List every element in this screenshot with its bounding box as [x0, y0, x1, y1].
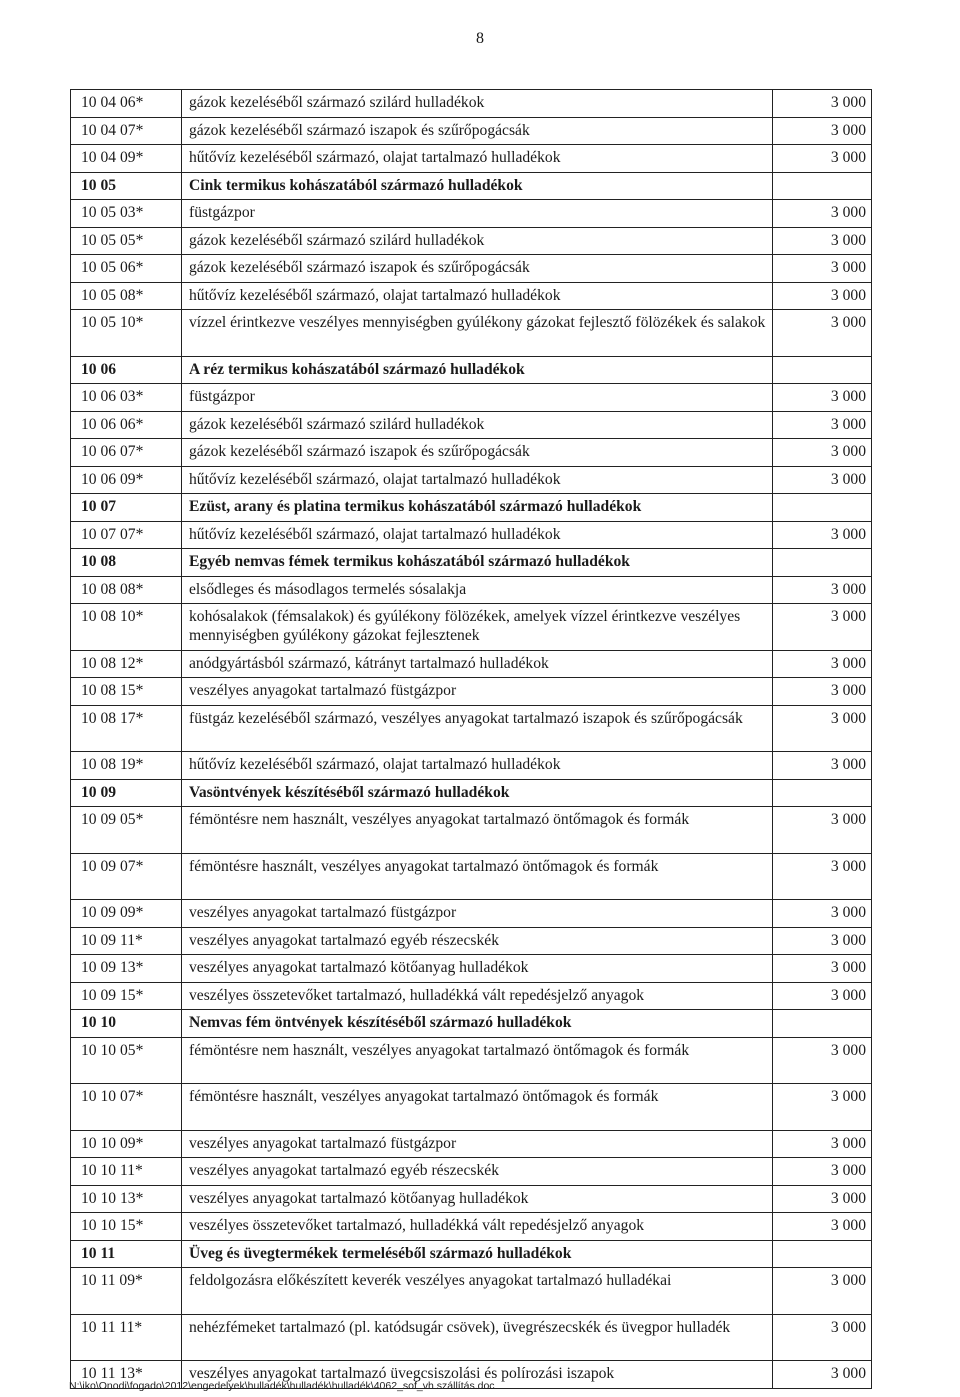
- table-row: [71, 90, 872, 118]
- group-header-row: [71, 779, 872, 807]
- description-cell: gázok kezeléséből származó szilárd hulladékok: [182, 227, 773, 255]
- waste-code-cell: 10 06: [71, 356, 182, 384]
- quantity-cell: 3 000: [773, 1185, 872, 1213]
- table-row: [71, 1185, 872, 1213]
- quantity-cell: 3 000: [773, 1158, 872, 1186]
- description-cell: veszélyes anyagokat tartalmazó egyéb részecskék: [182, 927, 773, 955]
- waste-code-cell: 10 09: [71, 779, 182, 807]
- description-cell: veszélyes összetevőket tartalmazó, hulladékká vált repedésjelző anyagok: [182, 1213, 773, 1241]
- quantity-cell: [773, 549, 872, 577]
- waste-code-cell: 10 08 08*: [71, 576, 182, 604]
- quantity-cell: 3 000: [773, 1314, 872, 1361]
- description-cell: veszélyes összetevőket tartalmazó, hulladékká vált repedésjelző anyagok: [182, 982, 773, 1010]
- table-row: [71, 282, 872, 310]
- waste-code-cell: 10 11: [71, 1240, 182, 1268]
- waste-code-cell: 10 10 13*: [71, 1185, 182, 1213]
- waste-code-cell: 10 08: [71, 549, 182, 577]
- waste-code-cell: 10 09 11*: [71, 927, 182, 955]
- quantity-cell: 3 000: [773, 384, 872, 412]
- waste-code-cell: 10 06 06*: [71, 411, 182, 439]
- description-cell: füstgázpor: [182, 200, 773, 228]
- quantity-cell: 3 000: [773, 650, 872, 678]
- description-cell: A réz termikus kohászatából származó hulladékok: [182, 356, 773, 384]
- waste-code-cell: 10 10 05*: [71, 1037, 182, 1084]
- description-cell: fémöntésre használt, veszélyes anyagokat tartalmazó öntőmagok és formák: [182, 853, 773, 900]
- group-header-row: [71, 356, 872, 384]
- waste-code-cell: 10 10 11*: [71, 1158, 182, 1186]
- waste-code-cell: 10 05: [71, 172, 182, 200]
- table-row: [71, 927, 872, 955]
- table-row: [71, 955, 872, 983]
- waste-code-cell: 10 04 09*: [71, 145, 182, 173]
- table-row: [71, 1314, 872, 1361]
- table-row: [71, 853, 872, 900]
- description-cell: gázok kezeléséből származó iszapok és szűrőpogácsák: [182, 439, 773, 467]
- table-row: [71, 1213, 872, 1241]
- description-cell: füstgázpor: [182, 384, 773, 412]
- description-cell: veszélyes anyagokat tartalmazó kötőanyag hulladékok: [182, 1185, 773, 1213]
- table-row: [71, 1158, 872, 1186]
- table-row: [71, 466, 872, 494]
- description-cell: hűtővíz kezeléséből származó, olajat tartalmazó hulladékok: [182, 466, 773, 494]
- quantity-cell: 3 000: [773, 521, 872, 549]
- table-row: [71, 1130, 872, 1158]
- quantity-cell: 3 000: [773, 1037, 872, 1084]
- waste-code-cell: 10 10 09*: [71, 1130, 182, 1158]
- waste-code-table: [70, 89, 872, 1389]
- waste-code-cell: 10 10 07*: [71, 1084, 182, 1131]
- quantity-cell: 3 000: [773, 117, 872, 145]
- quantity-cell: 3 000: [773, 227, 872, 255]
- description-cell: gázok kezeléséből származó iszapok és szűrőpogácsák: [182, 117, 773, 145]
- waste-code-cell: 10 08 10*: [71, 604, 182, 651]
- table-row: [71, 982, 872, 1010]
- table-row: [71, 411, 872, 439]
- group-header-row: [71, 1010, 872, 1038]
- description-cell: veszélyes anyagokat tartalmazó kötőanyag hulladékok: [182, 955, 773, 983]
- quantity-cell: 3 000: [773, 900, 872, 928]
- description-cell: gázok kezeléséből származó szilárd hulladékok: [182, 411, 773, 439]
- quantity-cell: 3 000: [773, 1361, 872, 1389]
- quantity-cell: 3 000: [773, 282, 872, 310]
- description-cell: nehézfémeket tartalmazó (pl. katódsugár csövek), üvegrészecskék és üvegpor hulladék: [182, 1314, 773, 1361]
- description-cell: füstgáz kezeléséből származó, veszélyes anyagokat tartalmazó iszapok és szűrőpogácsák: [182, 705, 773, 752]
- table-row: [71, 678, 872, 706]
- table-row: [71, 255, 872, 283]
- table-row: [71, 117, 872, 145]
- quantity-cell: 3 000: [773, 705, 872, 752]
- description-cell: feldolgozásra előkészített keverék veszélyes anyagokat tartalmazó hulladékai: [182, 1268, 773, 1315]
- waste-code-cell: 10 09 09*: [71, 900, 182, 928]
- waste-code-cell: 10 09 05*: [71, 807, 182, 854]
- quantity-cell: 3 000: [773, 200, 872, 228]
- description-cell: hűtővíz kezeléséből származó, olajat tartalmazó hulladékok: [182, 521, 773, 549]
- waste-code-cell: 10 11 09*: [71, 1268, 182, 1315]
- quantity-cell: 3 000: [773, 145, 872, 173]
- table-row: [71, 604, 872, 651]
- description-cell: hűtővíz kezeléséből származó, olajat tartalmazó hulladékok: [182, 282, 773, 310]
- description-cell: veszélyes anyagokat tartalmazó füstgázpor: [182, 1130, 773, 1158]
- table-row: [71, 227, 872, 255]
- waste-code-cell: 10 09 13*: [71, 955, 182, 983]
- description-cell: vízzel érintkezve veszélyes mennyiségben gyúlékony gázokat fejlesztő fölözékek és salakok: [182, 310, 773, 357]
- waste-code-cell: 10 05 03*: [71, 200, 182, 228]
- quantity-cell: 3 000: [773, 90, 872, 118]
- group-header-row: [71, 549, 872, 577]
- description-cell: hűtővíz kezeléséből származó, olajat tartalmazó hulladékok: [182, 752, 773, 780]
- description-cell: Üveg és üvegtermékek termeléséből származó hulladékok: [182, 1240, 773, 1268]
- quantity-cell: [773, 356, 872, 384]
- waste-code-cell: 10 05 06*: [71, 255, 182, 283]
- quantity-cell: 3 000: [773, 1130, 872, 1158]
- waste-code-cell: 10 05 08*: [71, 282, 182, 310]
- waste-code-cell: 10 11 11*: [71, 1314, 182, 1361]
- footer-file-path: N:\iko\Onodi\fogado\2012\engedelyek\hulladék\hulladék\hulladék\4062_sof_vh szállítás.doc: [69, 1380, 495, 1392]
- quantity-cell: 3 000: [773, 255, 872, 283]
- table-row: [71, 1084, 872, 1131]
- quantity-cell: 3 000: [773, 310, 872, 357]
- description-cell: elsődleges és másodlagos termelés sósalakja: [182, 576, 773, 604]
- waste-code-cell: 10 04 06*: [71, 90, 182, 118]
- description-cell: Nemvas fém öntvények készítéséből származó hulladékok: [182, 1010, 773, 1038]
- quantity-cell: 3 000: [773, 807, 872, 854]
- group-header-row: [71, 1240, 872, 1268]
- group-header-row: [71, 494, 872, 522]
- waste-code-cell: 10 10 15*: [71, 1213, 182, 1241]
- waste-code-cell: 10 08 15*: [71, 678, 182, 706]
- table-row: [71, 439, 872, 467]
- description-cell: Egyéb nemvas fémek termikus kohászatából származó hulladékok: [182, 549, 773, 577]
- table-row: [71, 807, 872, 854]
- quantity-cell: [773, 1240, 872, 1268]
- waste-code-cell: 10 08 19*: [71, 752, 182, 780]
- quantity-cell: 3 000: [773, 1084, 872, 1131]
- quantity-cell: 3 000: [773, 955, 872, 983]
- quantity-cell: 3 000: [773, 1268, 872, 1315]
- waste-code-cell: 10 05 05*: [71, 227, 182, 255]
- waste-code-cell: 10 08 12*: [71, 650, 182, 678]
- table-row: [71, 705, 872, 752]
- quantity-cell: 3 000: [773, 927, 872, 955]
- table-row: [71, 521, 872, 549]
- description-cell: Vasöntvények készítéséből származó hulladékok: [182, 779, 773, 807]
- waste-code-cell: 10 11 13*: [71, 1361, 182, 1389]
- table-body: [71, 90, 872, 1389]
- description-cell: kohósalakok (fémsalakok) és gyúlékony fölözékek, amelyek vízzel érintkezve veszélyes mennyiségben gyúlékony gázokat fejlesztenek: [182, 604, 773, 651]
- quantity-cell: [773, 172, 872, 200]
- waste-code-cell: 10 06 07*: [71, 439, 182, 467]
- description-cell: fémöntésre nem használt, veszélyes anyagokat tartalmazó öntőmagok és formák: [182, 1037, 773, 1084]
- description-cell: veszélyes anyagokat tartalmazó füstgázpor: [182, 900, 773, 928]
- description-cell: Ezüst, arany és platina termikus kohászatából származó hulladékok: [182, 494, 773, 522]
- description-cell: gázok kezeléséből származó iszapok és szűrőpogácsák: [182, 255, 773, 283]
- waste-code-cell: 10 07 07*: [71, 521, 182, 549]
- description-cell: fémöntésre nem használt, veszélyes anyagokat tartalmazó öntőmagok és formák: [182, 807, 773, 854]
- table-row: [71, 650, 872, 678]
- description-cell: fémöntésre használt, veszélyes anyagokat tartalmazó öntőmagok és formák: [182, 1084, 773, 1131]
- quantity-cell: 3 000: [773, 678, 872, 706]
- quantity-cell: 3 000: [773, 1213, 872, 1241]
- description-cell: anódgyártásból származó, kátrányt tartalmazó hulladékok: [182, 650, 773, 678]
- waste-code-cell: 10 06 03*: [71, 384, 182, 412]
- quantity-cell: 3 000: [773, 853, 872, 900]
- description-cell: hűtővíz kezeléséből származó, olajat tartalmazó hulladékok: [182, 145, 773, 173]
- table-row: [71, 145, 872, 173]
- description-cell: gázok kezeléséből származó szilárd hulladékok: [182, 90, 773, 118]
- description-cell: veszélyes anyagokat tartalmazó üvegcsiszolási és polírozási iszapok: [182, 1361, 773, 1389]
- waste-code-cell: 10 09 15*: [71, 982, 182, 1010]
- table-row: [71, 384, 872, 412]
- description-cell: veszélyes anyagokat tartalmazó füstgázpor: [182, 678, 773, 706]
- description-cell: Cink termikus kohászatából származó hulladékok: [182, 172, 773, 200]
- waste-code-cell: 10 09 07*: [71, 853, 182, 900]
- quantity-cell: [773, 1010, 872, 1038]
- table-row: [71, 900, 872, 928]
- waste-code-cell: 10 04 07*: [71, 117, 182, 145]
- quantity-cell: 3 000: [773, 752, 872, 780]
- description-cell: veszélyes anyagokat tartalmazó egyéb részecskék: [182, 1158, 773, 1186]
- quantity-cell: 3 000: [773, 439, 872, 467]
- quantity-cell: 3 000: [773, 982, 872, 1010]
- table-row: [71, 310, 872, 357]
- waste-code-cell: 10 05 10*: [71, 310, 182, 357]
- table-row: [71, 200, 872, 228]
- quantity-cell: 3 000: [773, 411, 872, 439]
- waste-code-cell: 10 08 17*: [71, 705, 182, 752]
- quantity-cell: 3 000: [773, 576, 872, 604]
- group-header-row: [71, 172, 872, 200]
- quantity-cell: [773, 494, 872, 522]
- waste-code-cell: 10 07: [71, 494, 182, 522]
- page-number: 8: [476, 30, 484, 47]
- table-row: [71, 576, 872, 604]
- table-row: [71, 1268, 872, 1315]
- waste-code-cell: 10 10: [71, 1010, 182, 1038]
- table-row: [71, 1037, 872, 1084]
- quantity-cell: 3 000: [773, 604, 872, 651]
- waste-code-cell: 10 06 09*: [71, 466, 182, 494]
- quantity-cell: 3 000: [773, 466, 872, 494]
- quantity-cell: [773, 779, 872, 807]
- table-row: [71, 752, 872, 780]
